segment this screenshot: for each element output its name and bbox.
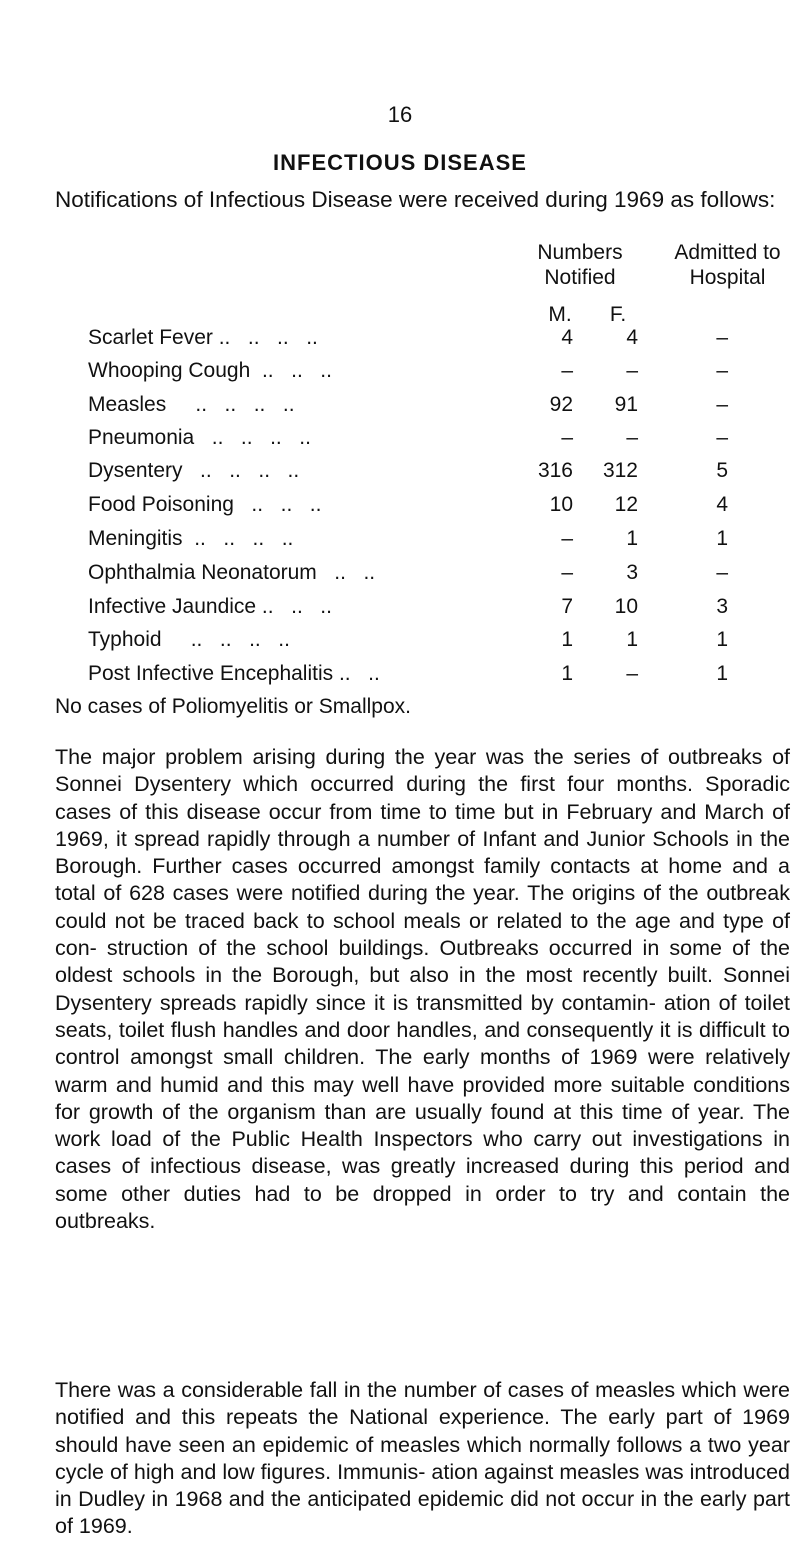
measles-paragraph: There was a considerable fall in the number of cases of measles which were notified and this repeats the National experience. The early part of 1969 should have seen an epidemic of measles which normally follows a two year cycle of high and low figures. Immunis- ation against measles was introduced in Dudley in 1968 and the anticipated epidemic did not occur in the early part of 1969. xyxy=(55,1378,790,1539)
disease-name: Meningitis .. .. .. .. xyxy=(88,527,294,550)
female-count: – xyxy=(626,359,638,382)
table-row xyxy=(88,359,788,389)
header-notified: Notified xyxy=(544,266,616,289)
disease-name: Ophthalmia Neonatorum .. .. xyxy=(88,561,376,584)
female-count: 10 xyxy=(614,595,638,618)
female-count: – xyxy=(626,426,638,449)
admitted-count: 4 xyxy=(716,493,728,516)
disease-name: Post Infective Encephalitis .. .. xyxy=(88,662,380,685)
male-count: 7 xyxy=(561,595,573,618)
table-row xyxy=(88,628,788,658)
disease-name: Infective Jaundice .. .. .. xyxy=(88,595,332,618)
male-count: 92 xyxy=(549,393,573,416)
male-count: – xyxy=(561,527,573,550)
admitted-count: – xyxy=(716,426,728,449)
header-admitted: Admitted to xyxy=(674,241,781,264)
male-count: – xyxy=(561,561,573,584)
table-row xyxy=(88,595,788,625)
table-row xyxy=(88,393,788,423)
disease-name: Scarlet Fever .. .. .. .. xyxy=(88,326,318,349)
male-count: 4 xyxy=(561,326,573,349)
admitted-count: – xyxy=(716,561,728,584)
admitted-count: 1 xyxy=(716,527,728,550)
admitted-count: 5 xyxy=(716,459,728,482)
page-number: 16 xyxy=(387,102,413,127)
male-count: 1 xyxy=(561,662,573,685)
disease-name: Pneumonia .. .. .. .. xyxy=(88,426,311,449)
table-row xyxy=(88,662,788,692)
male-count: – xyxy=(561,359,573,382)
female-count: 12 xyxy=(614,493,638,516)
table-row xyxy=(88,459,788,489)
admitted-count: – xyxy=(716,393,728,416)
table-row xyxy=(88,326,788,356)
intro-text: Notifications of Infectious Disease were received during 1969 as follows: xyxy=(55,187,776,212)
admitted-count: 1 xyxy=(716,628,728,651)
disease-name: Food Poisoning .. .. .. xyxy=(88,493,322,516)
male-count: – xyxy=(561,426,573,449)
poliomyelitis-note: No cases of Poliomyelitis or Smallpox. xyxy=(55,695,411,718)
admitted-count: – xyxy=(716,326,728,349)
female-count: 91 xyxy=(614,393,638,416)
table-row xyxy=(88,527,788,557)
table-row xyxy=(88,561,788,591)
header-hospital: Hospital xyxy=(689,266,766,289)
female-count: 1 xyxy=(626,527,638,550)
male-count: 316 xyxy=(537,459,573,482)
female-count: – xyxy=(626,662,638,685)
header-male: M. xyxy=(548,303,572,326)
admitted-count: 3 xyxy=(716,595,728,618)
admitted-count: – xyxy=(716,359,728,382)
disease-name: Typhoid .. .. .. .. xyxy=(88,628,290,651)
female-count: 4 xyxy=(626,326,638,349)
disease-name: Whooping Cough .. .. .. xyxy=(88,359,332,382)
page-title: INFECTIOUS DISEASE xyxy=(273,150,527,175)
female-count: 3 xyxy=(626,561,638,584)
disease-name: Measles .. .. .. .. xyxy=(88,393,295,416)
disease-name: Dysentery .. .. .. .. xyxy=(88,459,300,482)
table-row xyxy=(88,426,788,456)
female-count: 1 xyxy=(626,628,638,651)
dysentery-paragraph: The major problem arising during the year was the series of outbreaks of Sonnei Dysentery which occurred during the first four months. Sporadic cases of this disease occur from time to time but in February and March of 1969, it spread rapidly through a number of Infant and Junior Schools in the Borough. Further cases occurred amongst family contacts at home and a total of 628 cases were notified during the year. The origins of the outbreak could not be traced back to school meals or related to the age and type of con- struction of the school buildings. Outbreaks occurred in some of the oldest schools in the Borough, but also in the most recently built. Sonnei Dysentery spreads rapidly since it is transmitted by contamin- ation of toilet seats, toilet flush handles and door handles, and consequently it is difficult to control amongst small children. The early months of 1969 were relatively warm and humid and this may well have provided more suitable conditions for growth of the organism than are usually found at this time of year. The work load of the Public Health Inspectors who carry out investigations in cases of infectious disease, was greatly increased during this period and some other duties had to be dropped in order to try and contain the outbreaks. xyxy=(55,745,790,1234)
female-count: 312 xyxy=(602,459,638,482)
table-row xyxy=(88,493,788,523)
male-count: 1 xyxy=(561,628,573,651)
admitted-count: 1 xyxy=(716,662,728,685)
header-numbers: Numbers xyxy=(537,241,623,264)
header-female: F. xyxy=(609,303,627,326)
male-count: 10 xyxy=(549,493,573,516)
